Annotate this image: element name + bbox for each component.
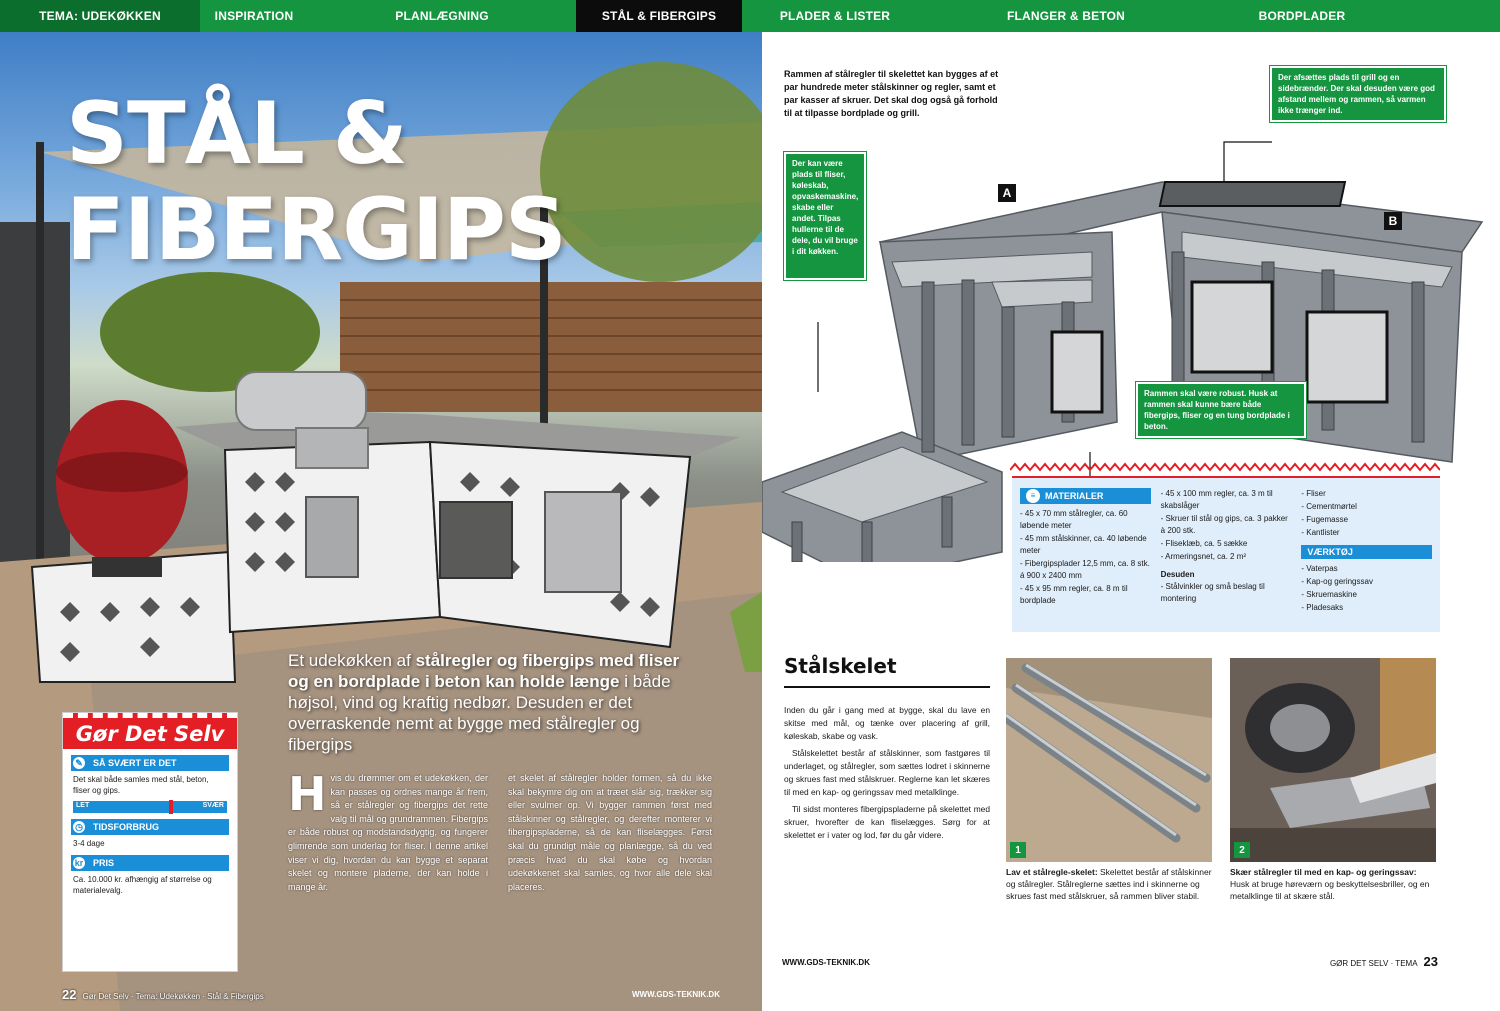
callout-grill: Der afsættes plads til grill og en sidebrænder. Der skal desuden være god afstand mellem og rammen, så varmen ikke trænger ind. <box>1270 66 1446 122</box>
caption-2-bold: Skær stålregler til med en kap- og geringssav: <box>1230 867 1417 877</box>
body-paragraph: Stålskelettet består af stålskinner, som fastgøres til underlaget, og stålregler, som sættes lodret i skinnerne og skrues fast med stålskruer. Reglerne kan let skæres til med en kap- og geringssav med metalklinge. <box>784 748 990 797</box>
left-page <box>0 32 762 1011</box>
time-text: 3-4 dage <box>73 839 105 848</box>
diy-header: Gør Det Selv <box>63 713 237 749</box>
body-column-2: et skelet af stålregler holder formen, så du ikke skal bekymre dig om at træet slår sig, trækker sig eller svulmer op. Vi bygger rammen først med stålskinner og stålregler, og derefter monterer vi fibergipspladerne, så de kan fliselægges. Først skal du grundigt måle og planlægge, så du ved præcis hvad du skal købe og hvordan udekøkkenet skal samles, og hvor alle dele skal placeres. <box>508 773 712 892</box>
tools-item: - Pladesaks <box>1301 603 1344 612</box>
nav-tab-staal-fibergips[interactable]: STÅL & FIBERGIPS <box>576 0 742 32</box>
body-paragraph: Inden du går i gang med at bygge, skal du lave en skitse med mål, og tænke over placering af grill, køleskab, skabe og vask. <box>784 705 990 741</box>
intro-text: Rammen af stålregler til skelettet kan bygges af et par hundrede meter stålskinner og regler, samt et par kasser af skruer. Det skal dog også gå forhold til at tilpasse bordplade og grill. <box>784 69 999 118</box>
body-text-1: vis du drømmer om et udekøkken, der kan passes og ordnes mange år frem, så er stålregler og fibergips det rette valg til mål og grundrammen. Fibergips er både robust og modstandsdygtig, og fungerer glimrende som underlag for fliser. I denne artikel viser vi dig, hvordan du kan bygge et separat skelet og montere pladerne, der kan holde i mange år. <box>288 773 488 892</box>
materials-column-1 <box>1020 488 1151 622</box>
right-page-number: 23 <box>1423 954 1438 969</box>
tools-item: - Kap-og geringssav <box>1301 577 1373 586</box>
lead-text-1: Et udekøkken af <box>288 651 416 670</box>
tools-heading: VÆRKTØJ <box>1301 545 1432 559</box>
materials-column-3 <box>1301 488 1432 622</box>
caption-2-text: Husk at bruge høreværn og beskyttelsesbriller, og en metalklinge til at skære stål. <box>1230 879 1430 901</box>
materials-heading <box>1020 488 1151 504</box>
callout-openings: Der kan være plads til fliser, køleskab, opvaskemaskine, skabe eller andet. Tilpas hullerne til de dele, du vil bruge i dit køkken. <box>784 152 866 280</box>
nav-tab-bordplader[interactable]: BORDPLADER <box>1258 9 1346 23</box>
left-web-address: WWW.GDS-TEKNIK.DK <box>632 990 720 999</box>
price-heading <box>71 855 229 871</box>
section-nav-bar <box>0 0 1500 32</box>
left-folio <box>62 987 264 1002</box>
section-body <box>784 704 990 846</box>
difficulty-marker <box>169 800 173 814</box>
price-label: PRIS <box>93 858 115 868</box>
callout-robust-frame: Rammen skal være robust. Husk at rammen skal kunne bære både fibergips, fliser og en tung bordplade i beton. <box>1136 382 1306 438</box>
page-title <box>66 86 566 278</box>
nav-tab-flanger-beton[interactable]: FLANGER & BETON <box>1006 9 1126 23</box>
lead-text-bold: stålregler og fibergips med fliser og en bordplade i beton kan holde længe <box>288 651 680 691</box>
caption-2 <box>1230 866 1436 902</box>
materials-column-2 <box>1161 488 1292 622</box>
right-page <box>762 32 1500 1011</box>
drop-cap: H <box>288 767 327 821</box>
left-page-number: 22 <box>62 987 77 1002</box>
photo-number-1: 1 <box>1010 842 1026 858</box>
nav-tab-inspiration[interactable]: INSPIRATION <box>214 9 294 23</box>
materials-title: MATERIALER <box>1045 491 1104 501</box>
steel-studs-image <box>1006 658 1212 862</box>
materials-item: - Fliseklæb, ca. 5 sække <box>1160 539 1248 548</box>
materials-item: - Kantlister <box>1301 528 1340 537</box>
caption-1-bold: Lav et stålregle-skelet: <box>1006 867 1098 877</box>
materials-item: - 45 x 70 mm stålregler, ca. 60 løbende meter <box>1020 509 1128 530</box>
materials-item: - Fliser <box>1301 489 1326 498</box>
lead-text-2: i både højsol, vind og kraftig nedbør. Desuden er det overraskende nemt at bygge med stålregler og fibergips <box>288 672 671 754</box>
tools-item: - Vaterpas <box>1301 564 1338 573</box>
body-column-1 <box>288 767 488 894</box>
miter-saw-image <box>1230 658 1436 862</box>
caption-1 <box>1006 866 1212 902</box>
materials-box <box>1012 476 1440 632</box>
tools-item: - Skruemaskine <box>1301 590 1357 599</box>
materials-item: - 45 x 95 mm regler, ca. 8 m til bordplade <box>1020 584 1128 605</box>
photo-miter-saw <box>1230 658 1436 862</box>
time-heading <box>71 819 229 835</box>
price-text: Ca. 10.000 kr. afhængig af størrelse og materialevalg. <box>73 875 212 895</box>
right-folio-text: GØR DET SELV · TEMA <box>1329 959 1418 968</box>
title-line-1: STÅL & <box>66 84 407 184</box>
section-divider <box>784 686 990 688</box>
coin-icon: kr <box>71 855 87 871</box>
materials-item: - Skruer til stål og gips, ca. 3 pakker à 200 stk. <box>1160 514 1288 535</box>
difficulty-heading <box>71 755 229 771</box>
body-paragraph: Til sidst monteres fibergipspladerne på skelettet med skruer, hvorefter de kan fliselægges. Sørg for at skelettet er i vater og lod, før du går videre. <box>784 804 990 840</box>
materials-item: - Stålvinkler og små beslag til montering <box>1160 582 1265 603</box>
diy-info-box <box>62 712 238 972</box>
lead-paragraph <box>288 650 688 755</box>
decorative-zigzag <box>1010 462 1440 472</box>
materials-item: - Fugemasse <box>1301 515 1349 524</box>
right-web-address: WWW.GDS-TEKNIK.DK <box>782 958 870 967</box>
nav-theme-label: TEMA: UDEKØKKEN <box>0 0 200 32</box>
difficulty-label: SÅ SVÆRT ER DET <box>93 758 177 768</box>
photo-steel-studs <box>1006 658 1212 862</box>
frame-label-a: A <box>998 184 1016 202</box>
left-folio-text: Gør Det Selv · Tema: Udekøkken · Stål & Fibergips <box>82 992 264 1001</box>
caption-1-text: Skelettet består af stålskinner og stålregler. Stålreglerne sættes ind i skinnerne og skrues fast med stålskruer, så rammen bliver stabil. <box>1006 867 1212 901</box>
list-icon: ≡ <box>1026 489 1040 503</box>
difficulty-scale <box>73 801 227 813</box>
frame-label-b: B <box>1384 212 1402 230</box>
nav-tab-plader-lister[interactable]: PLADER & LISTER <box>779 9 891 23</box>
nav-tab-planlaegning[interactable]: PLANLÆGNING <box>395 9 489 23</box>
section-title: Stålskelet <box>784 654 897 678</box>
photo-number-2: 2 <box>1234 842 1250 858</box>
wrench-icon: ✎ <box>71 755 87 771</box>
clock-icon: ◷ <box>71 819 87 835</box>
title-line-2: FIBERGIPS <box>66 180 566 280</box>
right-folio <box>1330 954 1438 969</box>
materials-item: - Cementmørtel <box>1301 502 1357 511</box>
materials-item: - Armeringsnet, ca. 2 m² <box>1160 552 1247 561</box>
materials-item: - 45 mm stålskinner, ca. 40 løbende meter <box>1020 534 1147 555</box>
materials-item: - 45 x 100 mm regler, ca. 3 m til skabslåger <box>1160 489 1273 510</box>
materials-item: - Fibergipsplader 12,5 mm, ca. 8 stk. á 900 x 2400 mm <box>1020 559 1150 580</box>
materials-subheading: Desuden <box>1160 570 1195 579</box>
scale-low-label: LET <box>76 802 90 809</box>
time-label: TIDSFORBRUG <box>93 822 159 832</box>
scale-high-label: SVÆR <box>202 802 224 809</box>
difficulty-text: Det skal både samles med stål, beton, fliser og gips. <box>73 775 209 795</box>
